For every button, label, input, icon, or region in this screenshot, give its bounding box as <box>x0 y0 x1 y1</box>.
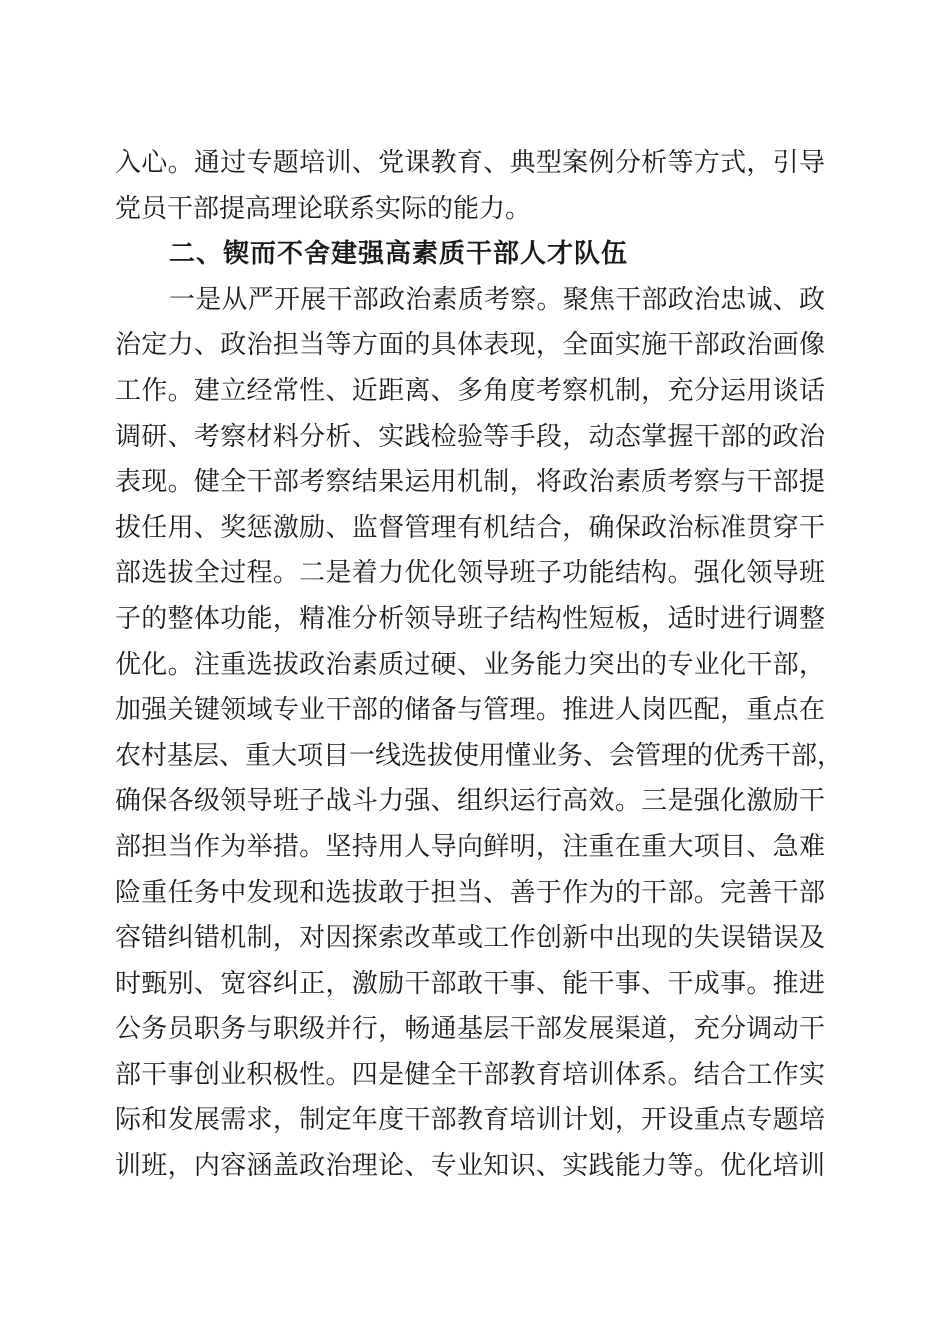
body-line-19: 际和发展需求，制定年度干部教育培训计划，开设重点专题培 <box>115 1105 825 1136</box>
body-line-20: 训班，内容涵盖政治理论、专业知识、实践能力等。优化培训 <box>115 1151 825 1182</box>
body-line-13: 部担当作为举措。坚持用人导向鲜明，注重在重大项目、急难 <box>115 831 825 862</box>
section-heading: 二、锲而不舍建强高素质干部人才队伍 <box>169 239 629 270</box>
body-line-5: 表现。健全干部考察结果运用机制，将政治素质考察与干部提 <box>115 467 825 498</box>
body-line-6: 拔任用、奖惩激励、监督管理有机结合，确保政治标准贯穿干 <box>115 512 825 543</box>
body-line-18: 部干事创业积极性。四是健全干部教育培训体系。结合工作实 <box>115 1059 825 1090</box>
body-line-7: 部选拔全过程。二是着力优化领导班子功能结构。强化领导班 <box>115 558 825 589</box>
body-line-4: 调研、考察材料分析、实践检验等手段，动态掌握干部的政治 <box>115 421 825 452</box>
body-line-8: 子的整体功能，精准分析领导班子结构性短板，适时进行调整 <box>115 603 825 634</box>
intro-line-2: 党员干部提高理论联系实际的能力。 <box>115 193 532 224</box>
body-line-14: 险重任务中发现和选拔敢于担当、善于作为的干部。完善干部 <box>115 877 825 908</box>
body-line-2: 治定力、政治担当等方面的具体表现，全面实施干部政治画像 <box>115 330 825 361</box>
body-line-1: 一是从严开展干部政治素质考察。聚焦干部政治忠诚、政 <box>169 284 825 315</box>
intro-line-1: 入心。通过专题培训、党课教育、典型案例分析等方式，引导 <box>115 148 825 178</box>
body-line-3: 工作。建立经常性、近距离、多角度考察机制，充分运用谈话 <box>115 375 825 406</box>
body-line-15: 容错纠错机制，对因探索改革或工作创新中出现的失误错误及 <box>115 923 825 954</box>
body-line-12: 确保各级领导班子战斗力强、组织运行高效。三是强化激励干 <box>115 786 825 817</box>
body-line-11: 农村基层、重大项目一线选拔使用懂业务、会管理的优秀干部， <box>115 740 844 771</box>
body-line-10: 加强关键领域专业干部的储备与管理。推进人岗匹配，重点在 <box>115 695 825 726</box>
document-body <box>115 141 844 1190</box>
body-line-17: 公务员职务与职级并行，畅通基层干部发展渠道，充分调动干 <box>115 1014 825 1045</box>
body-line-9: 优化。注重选拔政治素质过硬、业务能力突出的专业化干部， <box>115 649 825 680</box>
body-line-16: 时甄别、宽容纠正，激励干部敢干事、能干事、干成事。推进 <box>115 968 825 999</box>
